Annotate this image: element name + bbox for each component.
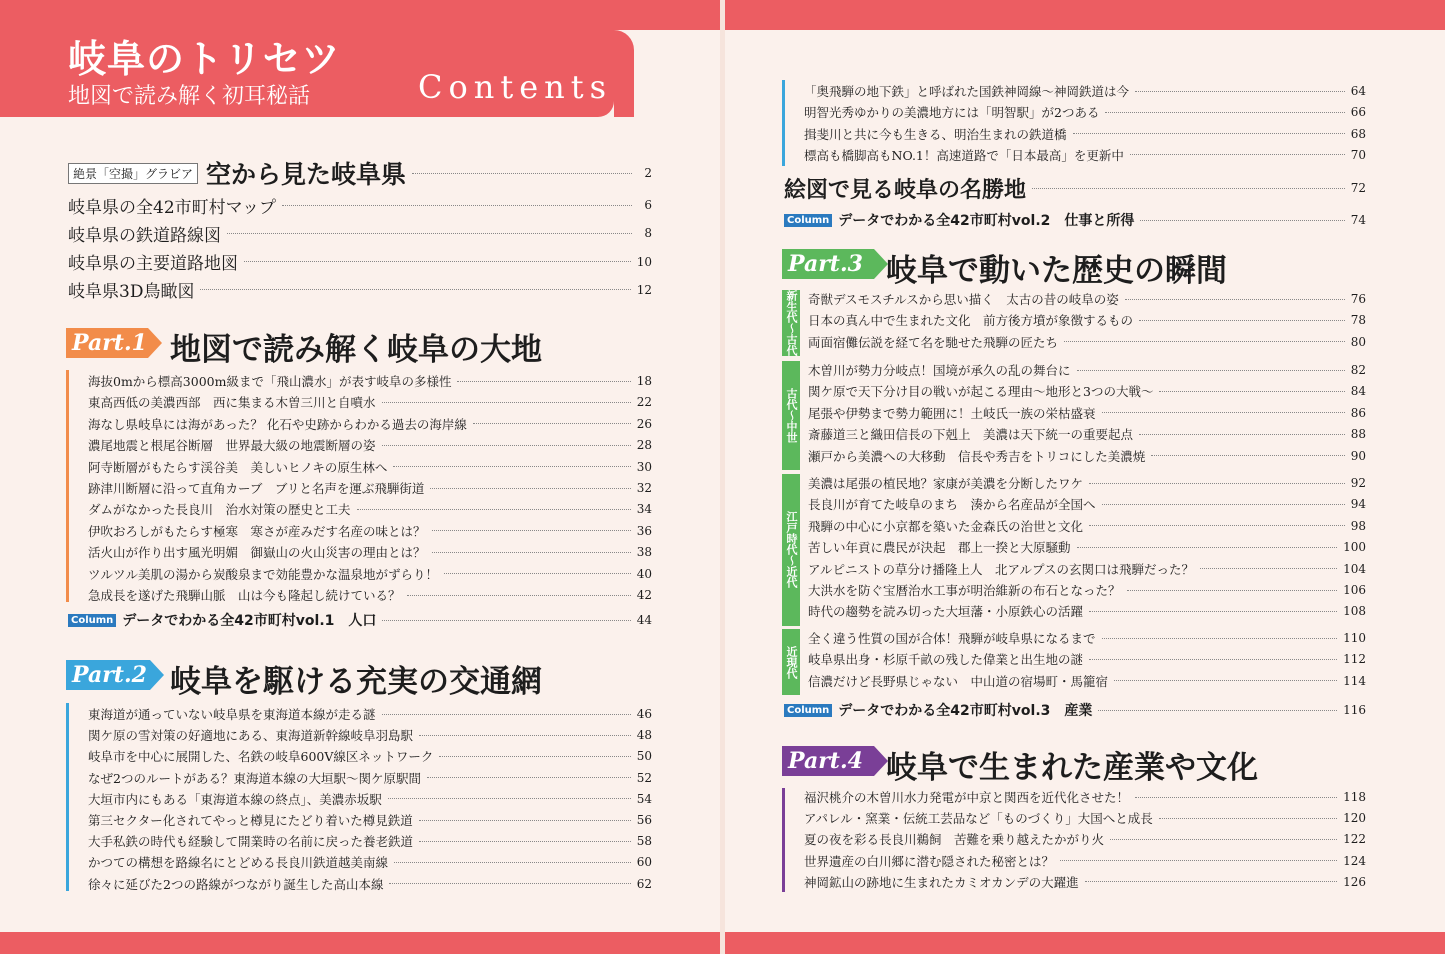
part1-column-entry[interactable] bbox=[68, 610, 652, 630]
page-number: 30 bbox=[636, 459, 652, 474]
toc-entry[interactable] bbox=[68, 193, 652, 217]
toc-entry[interactable] bbox=[88, 705, 652, 723]
toc-entry[interactable] bbox=[88, 393, 652, 411]
toc-entry[interactable] bbox=[68, 278, 652, 302]
toc-title: 東高西低の美濃西部 西に集まる木曽三川と自噴水 bbox=[88, 395, 376, 411]
leader-dots bbox=[1102, 638, 1338, 639]
page-number: 80 bbox=[1350, 334, 1366, 349]
leader-dots bbox=[1135, 797, 1337, 798]
page-number: 90 bbox=[1350, 448, 1366, 463]
page-number: 26 bbox=[636, 416, 652, 431]
toc-title: 神岡鉱山の跡地に生まれたカミオカンデの大躍進 bbox=[804, 874, 1079, 890]
toc-entry[interactable] bbox=[808, 602, 1366, 620]
leader-dots bbox=[430, 488, 630, 489]
leader-dots bbox=[412, 173, 632, 174]
column-badge: Column bbox=[68, 614, 116, 627]
leader-dots bbox=[394, 862, 631, 863]
part2-badge-arrow bbox=[150, 660, 164, 690]
leader-dots bbox=[357, 509, 631, 510]
toc-entry[interactable] bbox=[88, 769, 652, 787]
part4-badge bbox=[782, 746, 874, 776]
toc-title: 大手私鉄の時代も経験して開業時の名前に戻った養老鉄道 bbox=[88, 834, 414, 850]
toc-title: 岐阜県3D鳥瞰図 bbox=[68, 282, 195, 303]
toc-title: 日本の真ん中で生まれた文化 前方後方墳が象徴するもの bbox=[808, 313, 1134, 329]
page-number: 46 bbox=[636, 707, 652, 721]
part2-badge bbox=[66, 660, 150, 690]
page-number: 12 bbox=[636, 282, 652, 297]
page-number: 66 bbox=[1350, 105, 1366, 120]
page-number: 28 bbox=[636, 438, 652, 453]
page-number: 68 bbox=[1350, 126, 1366, 141]
toc-title: 世界遺産の白川郷に潜む隠された秘密とは？ bbox=[804, 853, 1055, 869]
toc-entry[interactable] bbox=[88, 811, 652, 829]
page-number: 40 bbox=[636, 566, 652, 581]
part2-column-entry[interactable] bbox=[784, 210, 1366, 230]
toc-entry[interactable] bbox=[808, 290, 1366, 308]
leader-dots bbox=[407, 595, 631, 596]
leader-dots bbox=[1159, 391, 1344, 392]
leader-dots bbox=[227, 233, 632, 234]
part1-badge-label: Part.1 bbox=[72, 330, 147, 356]
toc-title: かつての構想を路線名にとどめる長良川鉄道越美南線 bbox=[88, 855, 389, 871]
toc-title: ツルツル美肌の湯から炭酸泉まで効能豊かな温泉地がずらり！ bbox=[88, 566, 439, 582]
page-number: 124 bbox=[1343, 853, 1366, 868]
leader-dots bbox=[1102, 504, 1345, 505]
toc-entry[interactable] bbox=[804, 852, 1366, 870]
part2-cont-bar bbox=[782, 80, 785, 166]
toc-entry[interactable] bbox=[808, 495, 1366, 513]
feature-title: 絵図で見る岐阜の名勝地 bbox=[784, 176, 1027, 203]
page-number: 110 bbox=[1343, 631, 1366, 645]
toc-entry[interactable] bbox=[808, 517, 1366, 535]
toc-entry[interactable] bbox=[88, 790, 652, 808]
page-number: 84 bbox=[1350, 384, 1366, 399]
toc-title: 明智光秀ゆかりの美濃地方には「明智駅」が2つある bbox=[804, 105, 1100, 121]
toc-title: 瀬戸から美濃への大移動 信長や秀吉をトリコにした美濃焼 bbox=[808, 448, 1146, 464]
toc-title: 徐々に延びた2つの路線がつながり誕生した高山本線 bbox=[88, 876, 384, 892]
part3-title: 岐阜で動いた歴史の瞬間 bbox=[886, 253, 1227, 289]
leader-dots bbox=[382, 402, 631, 403]
toc-title: 跡津川断層に沿って直角カーブ ブリと名声を運ぶ飛騨街道 bbox=[88, 481, 425, 496]
page-number: 104 bbox=[1343, 561, 1366, 576]
toc-title: 夏の夜を彩る長良川鵜飼 苦難を乗り越えたかがり火 bbox=[804, 832, 1105, 848]
toc-title: 第三セクター化されてやっと樽見にたどり着いた樽見鉄道 bbox=[88, 813, 413, 828]
toc-entry[interactable] bbox=[88, 832, 652, 850]
page-number: 118 bbox=[1343, 790, 1366, 804]
book-title: 岐阜のトリセツ bbox=[68, 37, 341, 81]
page-number: 6 bbox=[644, 198, 652, 212]
toc-title: 標高も橋脚高もNO.1！高速道路で「日本最高」を更新中 bbox=[804, 147, 1124, 163]
page-number: 36 bbox=[636, 523, 652, 538]
toc-title: アルピニストの草分け播隆上人 北アルプスの玄関口は飛騨だった？ bbox=[808, 561, 1195, 577]
leader-dots bbox=[382, 620, 630, 621]
toc-entry[interactable] bbox=[88, 458, 652, 476]
toc-entry[interactable] bbox=[808, 650, 1366, 668]
toc-title: アパレル・窯業・伝統工芸品など「ものづくり」大国へと成長 bbox=[804, 811, 1153, 827]
toc-title: 急成長を遂げた飛騨山脈 山は今も隆起し続けている？ bbox=[88, 588, 401, 603]
leader-dots bbox=[1130, 154, 1345, 155]
toc-entry[interactable] bbox=[68, 221, 652, 245]
toc-entry[interactable] bbox=[88, 479, 652, 497]
leader-dots bbox=[419, 820, 631, 821]
toc-entry[interactable] bbox=[808, 560, 1366, 578]
toc-entry[interactable] bbox=[804, 125, 1366, 143]
part2-bar bbox=[66, 703, 69, 891]
toc-title: 揖斐川と共に今も生きる、明治生まれの鉄道橋 bbox=[804, 126, 1067, 142]
toc-entry[interactable] bbox=[808, 311, 1366, 329]
page-number: 114 bbox=[1343, 673, 1366, 688]
feature-entry[interactable] bbox=[784, 174, 1366, 202]
toc-entry[interactable] bbox=[804, 809, 1366, 827]
leader-dots bbox=[1098, 710, 1337, 711]
toc-title: 岐阜市を中心に展開した、名鉄の岐阜600V線区ネットワーク bbox=[88, 749, 434, 765]
leader-dots bbox=[1089, 611, 1337, 612]
leader-dots bbox=[1073, 133, 1345, 134]
toc-entry[interactable] bbox=[808, 404, 1366, 422]
leader-dots bbox=[419, 735, 631, 736]
leader-dots bbox=[1089, 659, 1337, 660]
leader-dots bbox=[1032, 188, 1345, 189]
page-number: 34 bbox=[636, 502, 652, 517]
toc-entry[interactable] bbox=[88, 586, 652, 604]
toc-title: 海抜0mから標高3000m級まで「飛山濃水」が表す岐阜の多様性 bbox=[88, 374, 452, 389]
toc-title: 「奥飛騨の地下鉄」と呼ばれた国鉄神岡線〜神岡鉄道は今 bbox=[804, 84, 1130, 99]
leader-dots bbox=[1077, 370, 1345, 371]
leader-dots bbox=[1200, 568, 1337, 569]
leader-dots bbox=[473, 423, 631, 424]
part1-title: 地図で読み解く岐阜の大地 bbox=[170, 332, 542, 368]
toc-entry[interactable] bbox=[88, 415, 652, 433]
leader-dots bbox=[444, 573, 631, 574]
toc-title: 岐阜県の鉄道路線図 bbox=[68, 225, 221, 246]
page-number: 22 bbox=[636, 395, 652, 410]
page-number: 120 bbox=[1343, 811, 1366, 826]
leader-dots bbox=[1114, 680, 1337, 681]
leader-dots bbox=[439, 756, 630, 757]
leader-dots bbox=[457, 381, 630, 382]
leader-dots bbox=[389, 883, 630, 884]
toc-entry-special[interactable] bbox=[68, 158, 652, 188]
toc-entry[interactable] bbox=[88, 522, 652, 540]
page-number: 32 bbox=[636, 481, 652, 495]
page-number: 52 bbox=[636, 770, 652, 785]
page-number: 48 bbox=[636, 728, 652, 743]
page-number: 50 bbox=[636, 749, 652, 764]
toc-title: 岐阜県出身・杉原千畝の残した偉業と出生地の謎 bbox=[808, 652, 1084, 668]
page-number: 44 bbox=[636, 613, 652, 627]
toc-entry[interactable] bbox=[88, 853, 652, 871]
leader-dots bbox=[388, 798, 631, 799]
toc-entry[interactable] bbox=[804, 873, 1366, 891]
book-subtitle: 地図で読み解く初耳秘話 bbox=[68, 84, 311, 109]
part1-badge bbox=[66, 328, 148, 358]
leader-dots bbox=[200, 289, 630, 290]
page-number: 72 bbox=[1350, 181, 1366, 195]
part4-badge-label: Part.4 bbox=[788, 748, 863, 774]
toc-title: ダムがなかった長良川 治水対策の歴史と工夫 bbox=[88, 502, 351, 518]
leader-dots bbox=[1140, 220, 1344, 221]
toc-entry[interactable] bbox=[808, 425, 1366, 443]
part1-badge-arrow bbox=[148, 328, 162, 358]
leader-dots bbox=[1135, 91, 1345, 92]
toc-entry[interactable] bbox=[88, 875, 652, 893]
toc-entry[interactable] bbox=[808, 474, 1366, 492]
leader-dots bbox=[1105, 112, 1344, 113]
toc-entry[interactable] bbox=[808, 672, 1366, 690]
column-title: データでわかる全42市町村vol.2 仕事と所得 bbox=[838, 213, 1135, 229]
page-number: 98 bbox=[1350, 518, 1366, 533]
page-number: 8 bbox=[644, 226, 652, 241]
column-badge: Column bbox=[784, 704, 832, 717]
era-label: 近現代 bbox=[782, 629, 800, 695]
part4-title: 岐阜で生まれた産業や文化 bbox=[886, 750, 1258, 786]
toc-entry[interactable] bbox=[88, 565, 652, 583]
page-number: 108 bbox=[1343, 604, 1366, 619]
toc-entry[interactable] bbox=[88, 726, 652, 744]
toc-title: 尾張や伊勢まで勢力範囲に！土岐氏一族の栄枯盛衰 bbox=[808, 405, 1096, 421]
toc-entry[interactable] bbox=[68, 250, 652, 274]
page-number: 2 bbox=[644, 166, 652, 180]
toc-entry[interactable] bbox=[804, 788, 1366, 806]
toc-entry[interactable] bbox=[88, 500, 652, 518]
part2-title: 岐阜を駆ける充実の交通網 bbox=[170, 664, 542, 700]
page-number: 94 bbox=[1350, 497, 1366, 512]
part2-badge-label: Part.2 bbox=[72, 662, 147, 688]
leader-dots bbox=[393, 466, 630, 467]
toc-title: 美濃は尾張の植民地？家康が美濃を分断したワケ bbox=[808, 476, 1084, 491]
toc-entry[interactable] bbox=[88, 747, 652, 765]
part3-badge-label: Part.3 bbox=[788, 251, 863, 277]
page-number: 76 bbox=[1350, 292, 1366, 306]
leader-dots bbox=[1159, 818, 1337, 819]
page-number: 38 bbox=[636, 545, 652, 560]
leader-dots bbox=[1151, 455, 1344, 456]
page-number: 74 bbox=[1350, 213, 1366, 227]
toc-entry[interactable] bbox=[808, 333, 1366, 351]
leader-dots bbox=[1125, 299, 1345, 300]
part1-bar bbox=[66, 370, 69, 602]
page-number: 106 bbox=[1343, 583, 1366, 597]
leader-dots bbox=[1064, 341, 1345, 342]
leader-dots bbox=[427, 777, 631, 778]
page-number: 122 bbox=[1343, 832, 1366, 847]
toc-title: 信濃だけど長野県じゃない 中山道の宿場町・馬籠宿 bbox=[808, 673, 1109, 689]
toc-entry[interactable] bbox=[88, 436, 652, 454]
toc-title: 苦しい年貢に農民が決起 郡上一揆と大原騒動 bbox=[808, 540, 1071, 556]
leader-dots bbox=[432, 530, 631, 531]
column-title: データでわかる全42市町村vol.3 産業 bbox=[838, 703, 1093, 719]
leader-dots bbox=[1127, 590, 1338, 591]
part4-bar bbox=[782, 788, 785, 892]
leader-dots bbox=[1089, 525, 1345, 526]
toc-entry[interactable] bbox=[808, 361, 1366, 379]
toc-title: 濃尾地震と根尾谷断層 世界最大級の地震断層の姿 bbox=[88, 438, 376, 454]
toc-title: 空から見た岐阜県 bbox=[206, 160, 407, 189]
toc-entry[interactable] bbox=[808, 538, 1366, 556]
toc-title: 長良川が育てた岐阜のまち 湊から名産品が全国へ bbox=[808, 497, 1096, 513]
leader-dots bbox=[432, 552, 631, 553]
toc-entry[interactable] bbox=[808, 629, 1366, 647]
column-badge: Column bbox=[784, 214, 832, 227]
toc-title: 時代の趨勢を読み切った大垣藩・小原鉄心の活躍 bbox=[808, 604, 1084, 620]
toc-entry[interactable] bbox=[808, 382, 1366, 400]
toc-entry[interactable] bbox=[804, 103, 1366, 121]
toc-title: 関ケ原で天下分け目の戦いが起こる理由〜地形と3つの大戦〜 bbox=[808, 384, 1154, 400]
page-number: 10 bbox=[636, 254, 652, 269]
page-number: 92 bbox=[1350, 476, 1366, 490]
part3-badge bbox=[782, 249, 874, 279]
toc-entry[interactable] bbox=[808, 447, 1366, 465]
toc-entry[interactable] bbox=[88, 543, 652, 561]
page-number: 82 bbox=[1350, 363, 1366, 377]
toc-title: 阿寺断層がもたらす渓谷美 美しいヒノキの原生林へ bbox=[88, 459, 388, 475]
page-number: 62 bbox=[636, 876, 652, 891]
toc-title: 奇獣デスモスチルスから思い描く 太古の昔の岐阜の姿 bbox=[808, 292, 1119, 307]
page-number: 54 bbox=[636, 791, 652, 806]
toc-title: 大洪水を防ぐ宝暦治水工事が明治維新の布石となった？ bbox=[808, 583, 1121, 598]
toc-entry[interactable] bbox=[804, 830, 1366, 848]
era-label: 古代〜中世 bbox=[782, 361, 800, 470]
toc-title: なぜ2つのルートがある？東海道本線の大垣駅〜関ケ原駅間 bbox=[88, 770, 421, 786]
column-title: データでわかる全42市町村vol.1 人口 bbox=[122, 613, 377, 629]
page-number: 126 bbox=[1343, 874, 1366, 889]
toc-title: 東海道が通っていない岐阜県を東海道本線が走る謎 bbox=[88, 707, 376, 722]
toc-title: 全く違う性質の国が合体！飛騨が岐阜県になるまで bbox=[808, 631, 1096, 646]
toc-title: 両面宿儺伝説を経て名を馳せた飛騨の匠たち bbox=[808, 334, 1059, 350]
header-notch bbox=[614, 30, 634, 117]
page-number: 60 bbox=[636, 855, 652, 870]
leader-dots bbox=[244, 261, 631, 262]
part3-column-entry[interactable] bbox=[784, 700, 1366, 720]
toc-title: 木曽川が勢力分岐点！国境が承久の乱の舞台に bbox=[808, 363, 1071, 378]
page-number: 18 bbox=[636, 374, 652, 388]
leader-dots bbox=[1139, 434, 1345, 435]
page-number: 64 bbox=[1350, 84, 1366, 98]
toc-title: 海なし県岐阜には海があった？ 化石や史跡からわかる過去の海岸線 bbox=[88, 416, 467, 432]
toc-title: 活火山が作り出す風光明媚 御嶽山の火山災害の理由とは？ bbox=[88, 545, 426, 561]
page-number: 42 bbox=[636, 588, 652, 602]
page-number: 56 bbox=[636, 813, 652, 827]
toc-entry[interactable] bbox=[808, 581, 1366, 599]
leader-dots bbox=[1102, 412, 1345, 413]
toc-title: 斎藤道三と織田信長の下剋上 美濃は天下統一の重要起点 bbox=[808, 427, 1134, 443]
toc-entry[interactable] bbox=[804, 146, 1366, 164]
toc-entry[interactable] bbox=[804, 82, 1366, 100]
toc-title: 関ケ原の雪対策の好適地にある、東海道新幹線岐阜羽島駅 bbox=[88, 728, 414, 744]
leader-dots bbox=[1085, 881, 1337, 882]
toc-entry[interactable] bbox=[88, 372, 652, 390]
leader-dots bbox=[1089, 483, 1345, 484]
page-gutter bbox=[720, 0, 725, 954]
toc-title: 飛騨の中心に小京都を築いた金森氏の治世と文化 bbox=[808, 518, 1084, 534]
toc-title: 伊吹おろしがもたらす極寒 寒さが産みだす名産の味とは？ bbox=[88, 523, 426, 539]
leader-dots bbox=[419, 841, 631, 842]
leader-dots bbox=[1077, 547, 1338, 548]
toc-title: 大垣市内にもある「東海道本線の終点」、美濃赤坂駅 bbox=[88, 791, 382, 807]
leader-dots bbox=[382, 445, 631, 446]
page-number: 86 bbox=[1350, 405, 1366, 420]
era-label: 江戸時代〜近代 bbox=[782, 474, 800, 626]
leader-dots bbox=[382, 714, 631, 715]
toc-title: 岐阜県の主要道路地図 bbox=[68, 254, 238, 275]
page-number: 58 bbox=[636, 834, 652, 849]
leader-dots bbox=[1060, 860, 1337, 861]
leader-dots bbox=[1110, 839, 1337, 840]
leader-dots bbox=[282, 205, 632, 206]
era-label: 新生代〜古代 bbox=[782, 290, 800, 356]
page-number: 78 bbox=[1350, 313, 1366, 328]
page-number: 70 bbox=[1350, 147, 1366, 162]
leader-dots bbox=[1139, 320, 1345, 321]
page-number: 112 bbox=[1343, 652, 1366, 667]
toc-title: 福沢桃介の木曽川水力発電が中京と関西を近代化させた！ bbox=[804, 790, 1130, 805]
toc-title: 岐阜県の全42市町村マップ bbox=[68, 197, 276, 218]
special-label: 絶景「空撮」グラビア bbox=[68, 163, 198, 184]
page-number: 88 bbox=[1350, 427, 1366, 442]
page-number: 100 bbox=[1343, 540, 1366, 555]
page-number: 116 bbox=[1343, 703, 1366, 717]
contents-heading: Contents bbox=[418, 68, 613, 106]
